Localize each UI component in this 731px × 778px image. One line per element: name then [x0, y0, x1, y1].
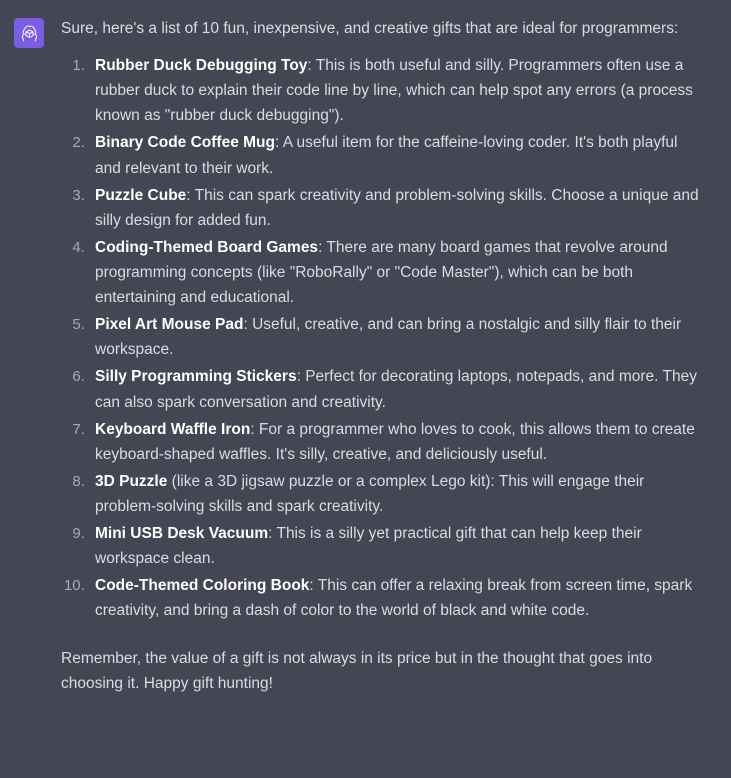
message-content: [61, 16, 715, 696]
item-text: (like a 3D jigsaw puzzle or a complex Lego kit): This will engage their problem-solving skills and spark creativity.: [95, 472, 645, 515]
item-text: : This is a silly yet practical gift that can help keep their workspace clean.: [95, 525, 642, 568]
item-title: Puzzle Cube: [95, 186, 187, 204]
item-text: : This can offer a relaxing break from screen time, spark creativity, and bring a dash of color to the world of black and white code.: [95, 577, 693, 620]
list-item: [89, 130, 707, 180]
list-item: [89, 312, 707, 362]
list-item: [89, 235, 707, 310]
list-item: [89, 469, 707, 519]
item-text: : For a programmer who loves to cook, this allows them to create keyboard-shaped waffles. It's silly, creative, and deliciously useful.: [95, 420, 695, 463]
item-title: Code-Themed Coloring Book: [95, 577, 310, 595]
item-title: Rubber Duck Debugging Toy: [95, 57, 308, 75]
item-title: Pixel Art Mouse Pad: [95, 316, 244, 334]
gift-list: [61, 53, 707, 623]
list-item: [89, 521, 707, 571]
item-text: : A useful item for the caffeine-loving coder. It's both playful and relevant to their work.: [95, 134, 678, 177]
item-title: Silly Programming Stickers: [95, 368, 297, 386]
list-item: [89, 53, 707, 128]
item-text: : Perfect for decorating laptops, notepads, and more. They can also spark conversation and creativity.: [95, 368, 697, 411]
list-item: [89, 417, 707, 467]
item-title: Binary Code Coffee Mug: [95, 134, 275, 152]
item-title: Mini USB Desk Vacuum: [95, 525, 269, 543]
openai-logo-icon: [14, 18, 44, 48]
item-text: : Useful, creative, and can bring a nostalgic and silly flair to their workspace.: [95, 316, 682, 359]
outro-paragraph: Remember, the value of a gift is not always in its price but in the thought that goes into choosing it. Happy gift hunting!: [61, 649, 653, 692]
item-text: : This is both useful and silly. Programmers often use a rubber duck to explain their code line by line, which can help spot any errors (a process known as "rubber duck debugging").: [95, 57, 693, 125]
item-title: Keyboard Waffle Iron: [95, 420, 251, 438]
list-item: [89, 183, 707, 233]
list-item: [89, 364, 707, 414]
item-text: : There are many board games that revolve around programming concepts (like "RoboRally" or "Code Master"), which can be both entertaining and educational.: [95, 238, 668, 307]
list-item: [89, 573, 707, 623]
intro-paragraph: Sure, here's a list of 10 fun, inexpensive, and creative gifts that are ideal for programmers:: [61, 20, 679, 37]
item-text: : This can spark creativity and problem-solving skills. Choose a unique and silly design for added fun.: [95, 186, 699, 229]
item-title: 3D Puzzle: [95, 472, 168, 490]
item-title: Coding-Themed Board Games: [95, 238, 319, 256]
